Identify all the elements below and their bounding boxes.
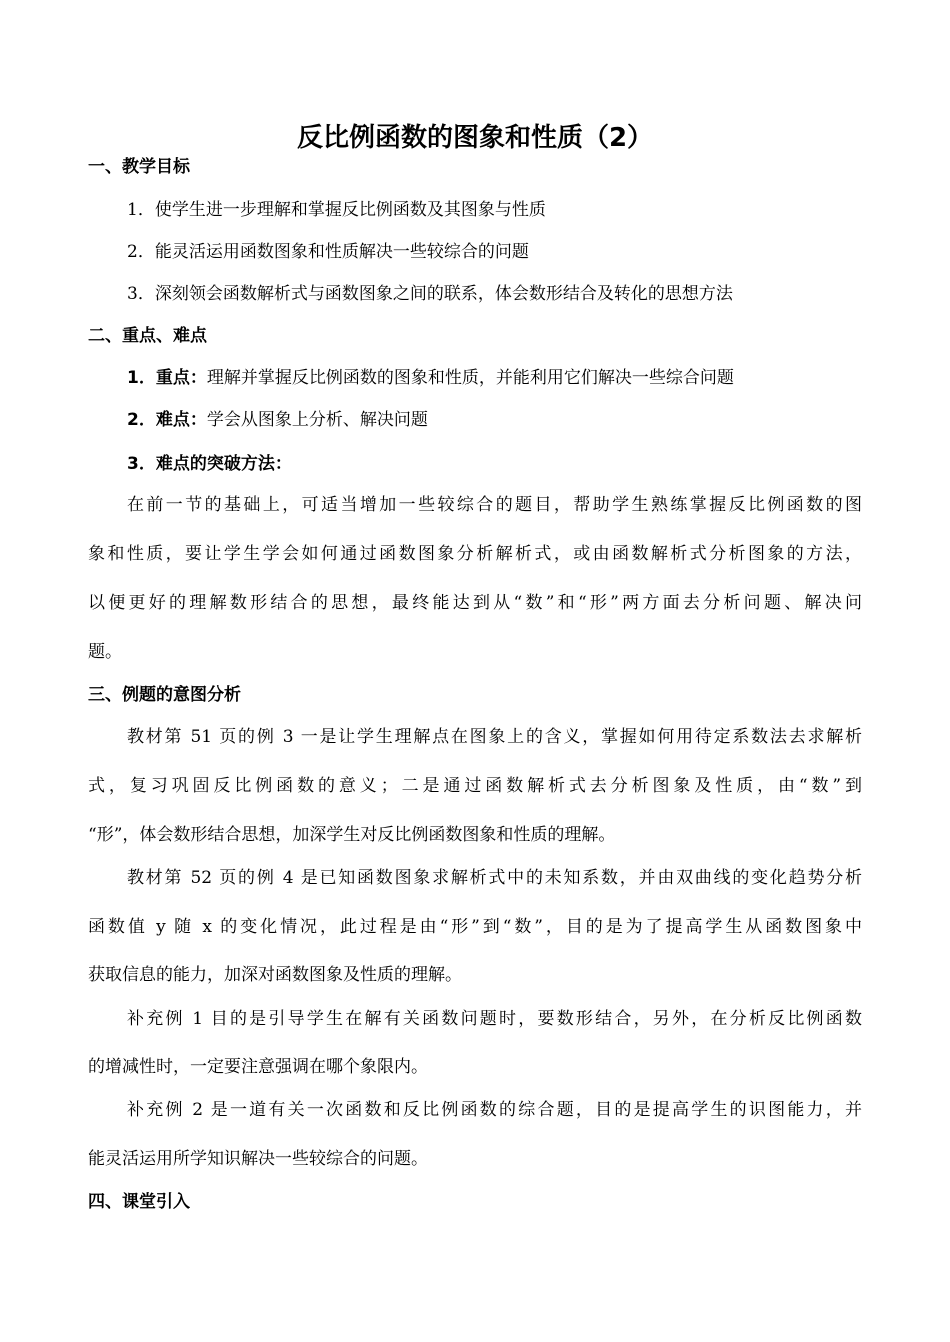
key-point-label: 1．重点： xyxy=(127,368,207,388)
difficulty-text: 学会从图象上分析、解决问题 xyxy=(206,410,428,430)
example-paragraph-line: 的增减性时，一定要注意强调在哪个象限内。 xyxy=(88,1057,428,1077)
objective-item-2: 2．能灵活运用函数图象和性质解决一些较综合的问题 xyxy=(127,242,529,262)
page-title: 反比例函数的图象和性质（2） xyxy=(296,123,654,153)
section-heading-example-analysis: 三、例题的意图分析 xyxy=(88,685,241,705)
example-paragraph-line: “形”，体会数形结合思想，加深学生对反比例函数图象和性质的理解。 xyxy=(88,825,616,845)
difficulty-label: 2．难点： xyxy=(127,410,207,430)
section-heading-key-points: 二、重点、难点 xyxy=(88,326,207,346)
section-heading-objectives: 一、教学目标 xyxy=(88,157,190,177)
example-paragraph-line: 获取信息的能力，加深对函数图象及性质的理解。 xyxy=(88,965,462,985)
method-paragraph-line: 题。 xyxy=(88,642,122,662)
breakthrough-method-label: 3．难点的突破方法： xyxy=(127,454,292,474)
method-paragraph-line: 在前一节的基础上，可适当增加一些较综合的题目，帮助学生熟练掌握反比例函数的图 xyxy=(127,495,862,515)
example-paragraph-line: 函数值 y 随 x 的变化情况，此过程是由“形”到“数”，目的是为了提高学生从函数图象中 xyxy=(88,917,862,937)
objective-item-1: 1．使学生进一步理解和掌握反比例函数及其图象与性质 xyxy=(127,200,546,220)
key-point-text: 理解并掌握反比例函数的图象和性质，并能利用它们解决一些综合问题 xyxy=(206,368,734,388)
example-paragraph-line: 补充例 2 是一道有关一次函数和反比例函数的综合题，目的是提高学生的识图能力，并 xyxy=(127,1100,862,1120)
example-paragraph-line: 教材第 51 页的例 3 一是让学生理解点在图象上的含义，掌握如何用待定系数法去求解析 xyxy=(127,727,862,747)
section-heading-introduction: 四、课堂引入 xyxy=(88,1192,190,1212)
example-paragraph-line: 补充例 1 目的是引导学生在解有关函数问题时，要数形结合，另外，在分析反比例函数 xyxy=(127,1009,862,1029)
method-paragraph-line: 象和性质，要让学生学会如何通过函数图象分析解析式，或由函数解析式分析图象的方法， xyxy=(88,544,862,564)
example-paragraph-line: 能灵活运用所学知识解决一些较综合的问题。 xyxy=(88,1149,428,1169)
objective-item-3: 3．深刻领会函数解析式与函数图象之间的联系，体会数形结合及转化的思想方法 xyxy=(127,284,733,304)
method-paragraph-line: 以便更好的理解数形结合的思想，最终能达到从“数”和“形”两方面去分析问题、解决问 xyxy=(88,593,862,613)
example-paragraph-line: 教材第 52 页的例 4 是已知函数图象求解析式中的未知系数，并由双曲线的变化趋势分析 xyxy=(127,868,862,888)
example-paragraph-line: 式，复习巩固反比例函数的意义；二是通过函数解析式去分析图象及性质，由“数”到 xyxy=(88,776,862,796)
key-point-line xyxy=(127,364,950,392)
difficulty-line xyxy=(127,406,950,434)
